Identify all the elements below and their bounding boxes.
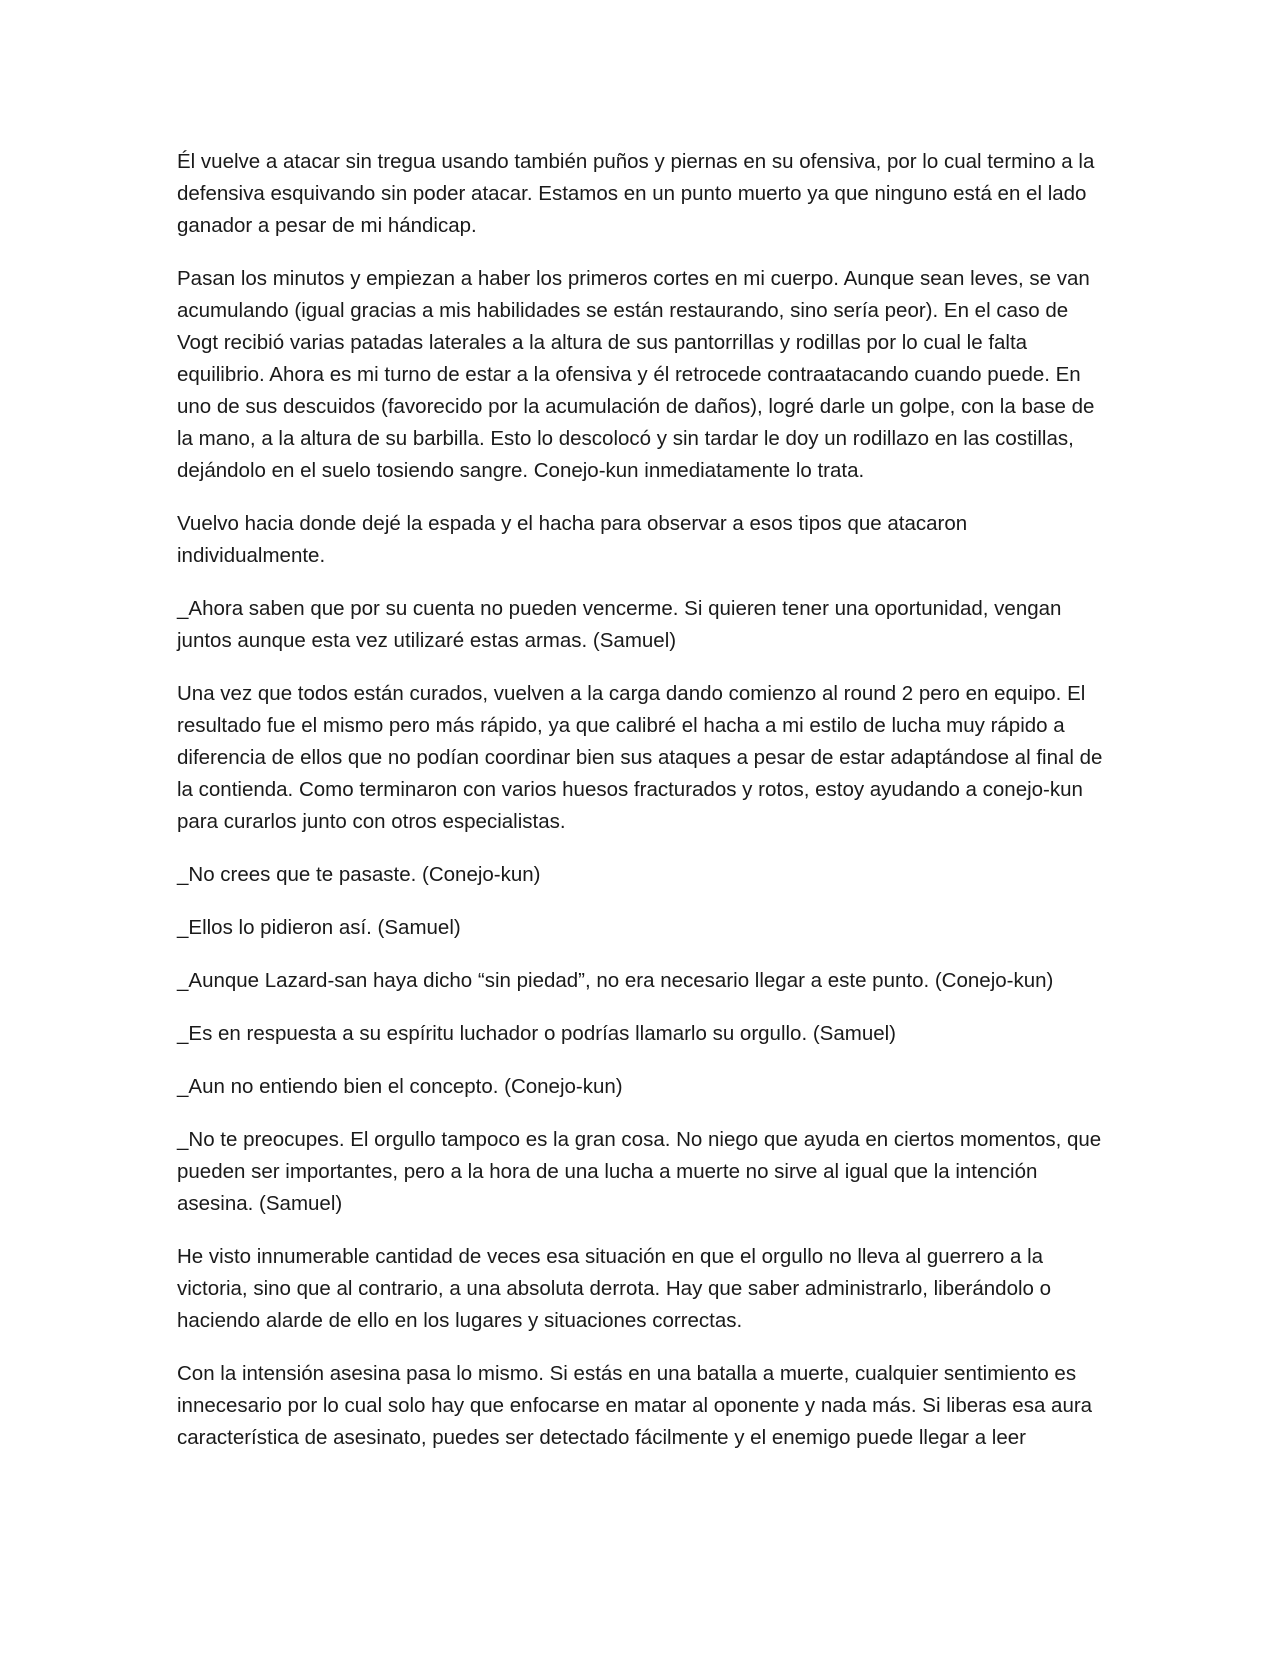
dialogue-conejo-2: _Aunque Lazard-san haya dicho “sin piedad”, no era necesario llegar a este punto. (Conejo-kun) — [177, 969, 1054, 992]
dialogue-samuel-3: _Es en respuesta a su espíritu luchador o podrías llamarlo su orgullo. (Samuel) — [177, 1022, 897, 1045]
dialogue-samuel-4: _No te preocupes. El orgullo tampoco es la gran cosa. No niego que ayuda en ciertos momentos, que pueden ser importantes, pero a la hora de una lucha a muerte no sirve al igual que la intención asesina. (Samuel) — [177, 1128, 1102, 1215]
dialogue-samuel-2: _Ellos lo pidieron así. (Samuel) — [177, 916, 461, 939]
paragraph-5: Una vez que todos están curados, vuelven a la carga dando comienzo al round 2 pero en equipo. El resultado fue el mismo pero más rápido, ya que calibré el hacha a mi estilo de lucha muy rápido a diferencia de ellos que no podían coordinar bien sus ataques a pesar de estar adaptándose al final de la contienda. Como terminaron con varios huesos fracturados y rotos, estoy ayudando a conejo-kun para curarlos junto con otros especialistas. — [177, 682, 1103, 833]
paragraph-13: Con la intensión asesina pasa lo mismo. Si estás en una batalla a muerte, cualquier sentimiento es innecesario por lo cual solo hay que enfocarse en matar al oponente y nada más. Si liberas esa aura característica de asesinato, puedes ser detectado fácilmente y el enemigo puede llegar a leer — [177, 1362, 1093, 1449]
dialogue-samuel-1: _Ahora saben que por su cuenta no pueden vencerme. Si quieren tener una oportunidad, vengan juntos aunque esta vez utilizaré estas armas. (Samuel) — [177, 597, 1062, 652]
paragraph-2: Pasan los minutos y empiezan a haber los primeros cortes en mi cuerpo. Aunque sean leves, se van acumulando (igual gracias a mis habilidades se están restaurando, sino sería peor). En el caso de Vogt recibió varias patadas laterales a la altura de sus pantorrillas y rodillas por lo cual le falta equilibrio. Ahora es mi turno de estar a la ofensiva y él retrocede contraatacando cuando puede. En uno de sus descuidos (favorecido por la acumulación de daños), logré darle un golpe, con la base de la mano, a la altura de su barbilla. Esto lo descolocó y sin tardar le doy un rodillazo en las costillas, dejándolo en el suelo tosiendo sangre. Conejo-kun inmediatamente lo trata. — [177, 267, 1095, 482]
document-body — [177, 146, 1107, 1475]
dialogue-conejo-3: _Aun no entiendo bien el concepto. (Conejo-kun) — [177, 1075, 623, 1098]
paragraph-1: Él vuelve a atacar sin tregua usando también puños y piernas en su ofensiva, por lo cual termino a la defensiva esquivando sin poder atacar. Estamos en un punto muerto ya que ninguno está en el lado ganador a pesar de mi hándicap. — [177, 150, 1095, 237]
paragraph-3: Vuelvo hacia donde dejé la espada y el hacha para observar a esos tipos que atacaron individualmente. — [177, 512, 968, 567]
paragraph-12: He visto innumerable cantidad de veces esa situación en que el orgullo no lleva al guerrero a la victoria, sino que al contrario, a una absoluta derrota. Hay que saber administrarlo, liberándolo o haciendo alarde de ello en los lugares y situaciones correctas. — [177, 1245, 1052, 1332]
dialogue-conejo-1: _No crees que te pasaste. (Conejo-kun) — [177, 863, 541, 886]
